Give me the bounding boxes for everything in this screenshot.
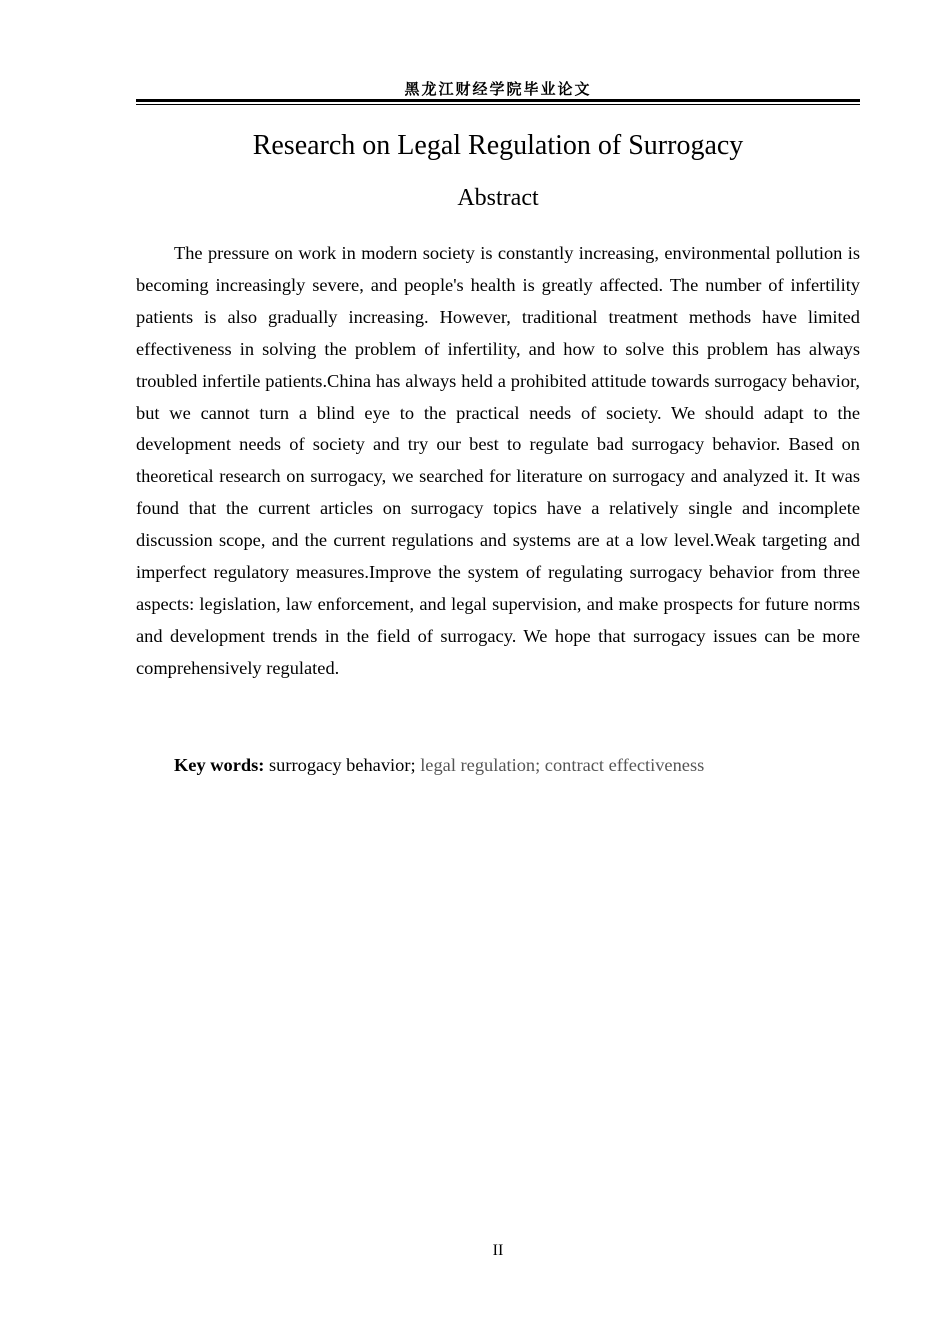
page-number: II	[492, 1242, 504, 1259]
abstract-heading: Abstract	[457, 185, 539, 211]
header-rule-thin	[136, 104, 860, 105]
keywords-rest: legal regulation; contract effectiveness	[415, 755, 705, 775]
header-rule-thick	[136, 99, 860, 102]
abstract-body: The pressure on work in modern society is constantly increasing, environmental pollution is becoming increasingly severe, and people's health is greatly affected. The number of infertility patients is also gradually increasing. However, traditional treatment methods have limited effectiveness in solving the problem of infertility, and how to solve this problem has always troubled infertile patients.China has always held a prohibited attitude towards surrogacy behavior, but we cannot turn a blind eye to the practical needs of society. We should adapt to the development needs of society and try our best to regulate bad surrogacy behavior. Based on theoretical research on surrogacy, we searched for literature on surrogacy and analyzed it. It was found that the current articles on surrogacy topics have a relatively single and incomplete discussion scope, and the current regulations and systems are at a low level.Weak targeting and imperfect regulatory measures.Improve the system of regulating surrogacy behavior from three aspects: legislation, law enforcement, and legal supervision, and make prospects for future norms and development trends in the field of surrogacy. We hope that surrogacy issues can be more comprehensively regulated.	[136, 243, 860, 678]
keywords-line	[174, 750, 864, 780]
keywords-label: Key words:	[174, 755, 265, 775]
thesis-title: Research on Legal Regulation of Surrogacy	[252, 130, 744, 161]
keyword-first: surrogacy behavior;	[264, 755, 416, 775]
running-header: 黑龙江财经学院毕业论文	[404, 80, 592, 98]
